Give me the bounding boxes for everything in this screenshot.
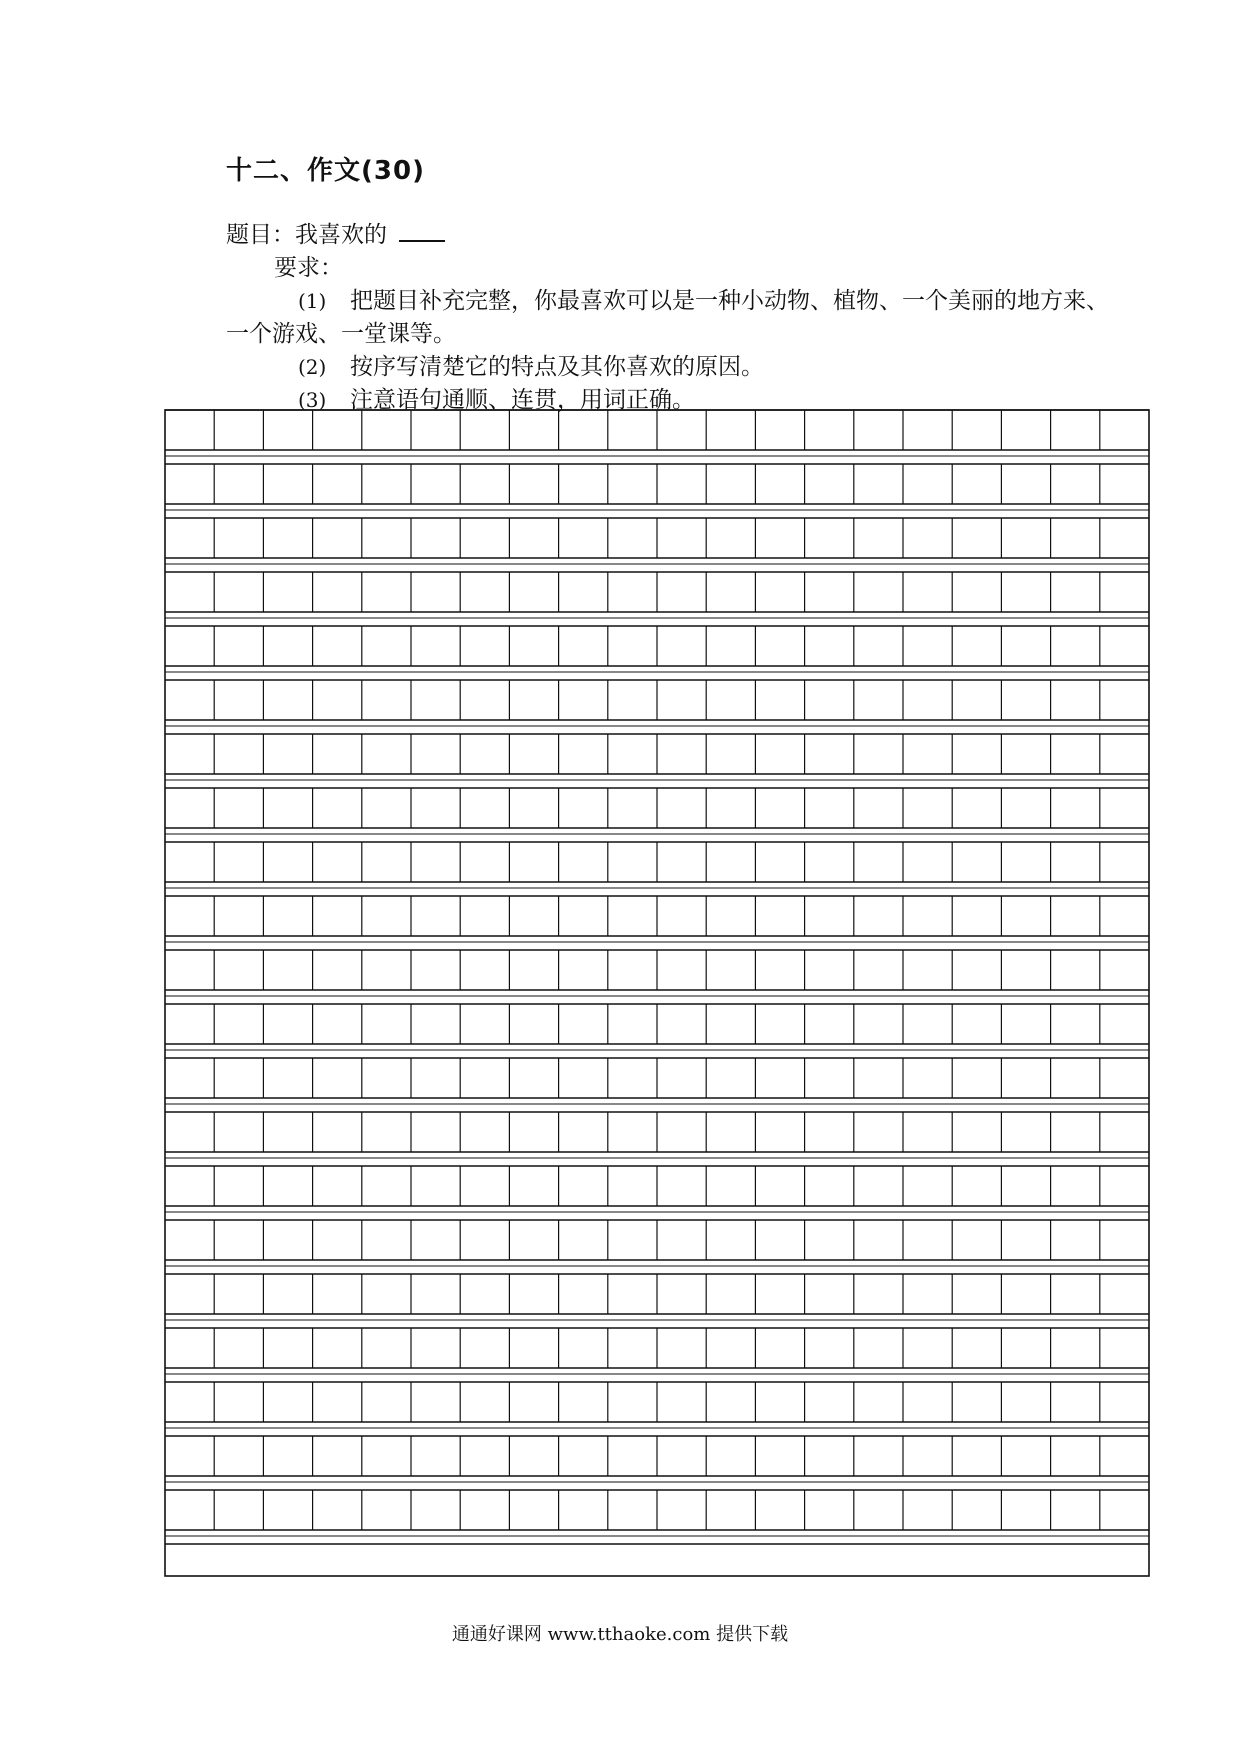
requirements-label: 要求： (274, 255, 343, 281)
grid-row (165, 518, 1149, 564)
requirement-1-continuation: 一个游戏、一堂课等。 (226, 321, 456, 347)
requirement-1 (298, 282, 1109, 315)
topic-label: 题目：我喜欢的 (226, 222, 387, 248)
grid-row (165, 572, 1149, 618)
grid-row (165, 464, 1149, 510)
requirement-number: (2) (298, 355, 327, 379)
requirement-number: (1) (298, 289, 327, 313)
grid-row (165, 896, 1149, 942)
grid-row (165, 1058, 1149, 1104)
grid-row (165, 788, 1149, 834)
grid-row (165, 680, 1149, 726)
requirement-number: (3) (298, 388, 327, 412)
footer-note: 通通好课网 www.tthaoke.com 提供下载 (451, 1624, 789, 1645)
requirement-2 (298, 348, 764, 381)
writing-grid[interactable] (163, 408, 1153, 1583)
topic-blank[interactable] (399, 218, 445, 242)
grid-row (165, 1382, 1149, 1428)
grid-row (165, 410, 1149, 456)
grid-row (165, 1112, 1149, 1158)
section-heading: 十二、作文(30) (226, 156, 425, 186)
requirement-text: 把题目补充完整，你最喜欢可以是一种小动物、植物、一个美丽的地方来、 (350, 288, 1109, 314)
grid-row (165, 626, 1149, 672)
grid-row (165, 734, 1149, 780)
requirement-text: 按序写清楚它的特点及其你喜欢的原因。 (350, 354, 764, 380)
grid-row (165, 950, 1149, 996)
grid-row (165, 1274, 1149, 1320)
grid-row (165, 1490, 1149, 1536)
requirement-text: 注意语句通顺、连贯，用词正确。 (350, 387, 695, 413)
grid-row (165, 1166, 1149, 1212)
grid-row (165, 842, 1149, 888)
grid-row (165, 1328, 1149, 1374)
essay-topic (226, 216, 445, 249)
grid-row (165, 1004, 1149, 1050)
grid-row (165, 1436, 1149, 1482)
grid-row (165, 1220, 1149, 1266)
